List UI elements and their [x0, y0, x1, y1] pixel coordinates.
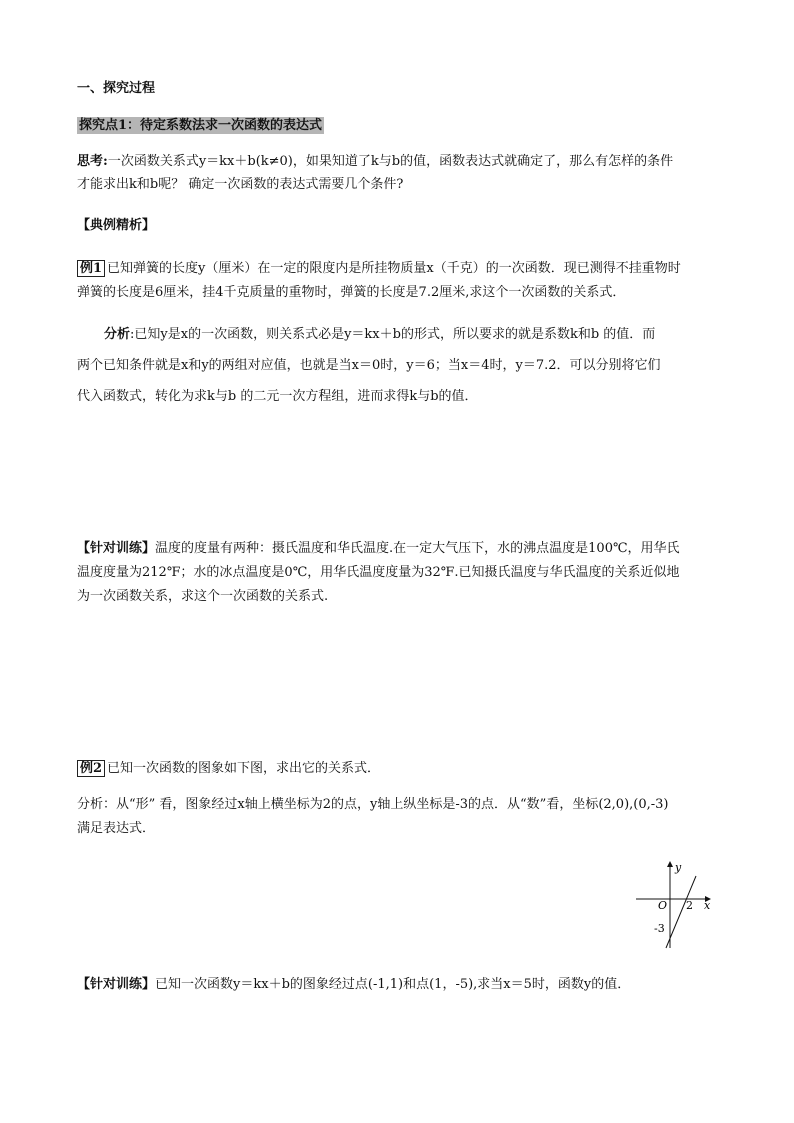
- think-line-2: 才能求出k和b呢？ 确定一次函数的表达式需要几个条件?: [77, 177, 404, 192]
- training2-text: 已知一次函数y＝kx＋b的图象经过点(-1,1)和点(1，-5),求当x＝5时，函数y的值．: [155, 977, 631, 992]
- think-line-1: [77, 153, 673, 171]
- y-intercept-label: -3: [654, 922, 665, 935]
- example1-analysis-line-3: 代入函数式，转化为求k与b 的二元一次方程组，进而求得k与b的值．: [77, 389, 478, 404]
- training1-label: 【针对训练】: [77, 541, 156, 556]
- think-label: 思考:: [77, 154, 108, 169]
- training2-label: 【针对训练】: [77, 977, 156, 992]
- training1-line-1: [77, 540, 680, 558]
- training1-line-3: 为一次函数关系，求这个一次函数的关系式.: [77, 589, 329, 604]
- example2-analysis-line-1: 分析：从“形” 看，图象经过x轴上横坐标为2的点，y轴上纵坐标是-3的点．从“数”看，坐标(2,0),(0,-3): [77, 797, 669, 812]
- x-intercept-label: 2: [686, 899, 693, 912]
- x-axis-label: x: [704, 899, 711, 912]
- example1-analysis-label: 分析: [104, 327, 131, 342]
- y-axis-label: y: [675, 861, 682, 874]
- point1-title: 探究点1：待定系数法求一次函数的表达式: [79, 118, 323, 133]
- example2-tag: 例2: [77, 760, 105, 777]
- section-heading: 一、探究过程: [77, 81, 156, 96]
- example-analysis-heading: 【典例精析】: [77, 218, 156, 233]
- linear-function-graph: [630, 858, 720, 950]
- training2-line: [77, 976, 630, 994]
- example2-text-1: 已知一次函数的图象如下图，求出它的关系式．: [107, 761, 381, 776]
- example1-text-1: 已知弹簧的长度y（厘米）在一定的限度内是所挂物质量x（千克）的一次函数．现已测得不挂重物时: [107, 261, 681, 276]
- example1-line-1: [77, 260, 681, 278]
- example2-line-1: [77, 760, 380, 778]
- example1-line-2: 弹簧的长度是6厘米，挂4千克质量的重物时，弹簧的长度是7.2厘米,求这个一次函数的关系式．: [77, 285, 626, 300]
- training1-line-2: 温度度量为212℉；水的冰点温度是0℃，用华氏温度度量为32℉.已知摄氏温度与华氏温度的关系近似地: [77, 565, 680, 580]
- example1-analysis-text-1: :已知y是x的一次函数，则关系式必是y＝kx＋b的形式，所以要求的就是系数k和b 的值．而: [130, 327, 656, 342]
- origin-label: O: [658, 899, 668, 912]
- example1-tag: 例1: [77, 260, 105, 277]
- example2-analysis-line-2: 满足表达式．: [77, 821, 156, 836]
- point1-title-row: [77, 117, 324, 135]
- training1-text-1: 温度的度量有两种：摄氏温度和华氏温度.在一定大气压下，水的沸点温度是100℃，用华氏: [155, 541, 680, 556]
- think-text-1: 一次函数关系式y＝kx＋b(k≠0)，如果知道了k与b的值，函数表达式就确定了，那么有怎样的条件: [107, 154, 674, 169]
- example1-analysis-line-2: 两个已知条件就是x和y的两组对应值，也就是当x＝0时，y＝6；当x＝4时，y＝7.2．可以分别将它们: [77, 358, 661, 373]
- example1-analysis-line-1: [104, 326, 655, 344]
